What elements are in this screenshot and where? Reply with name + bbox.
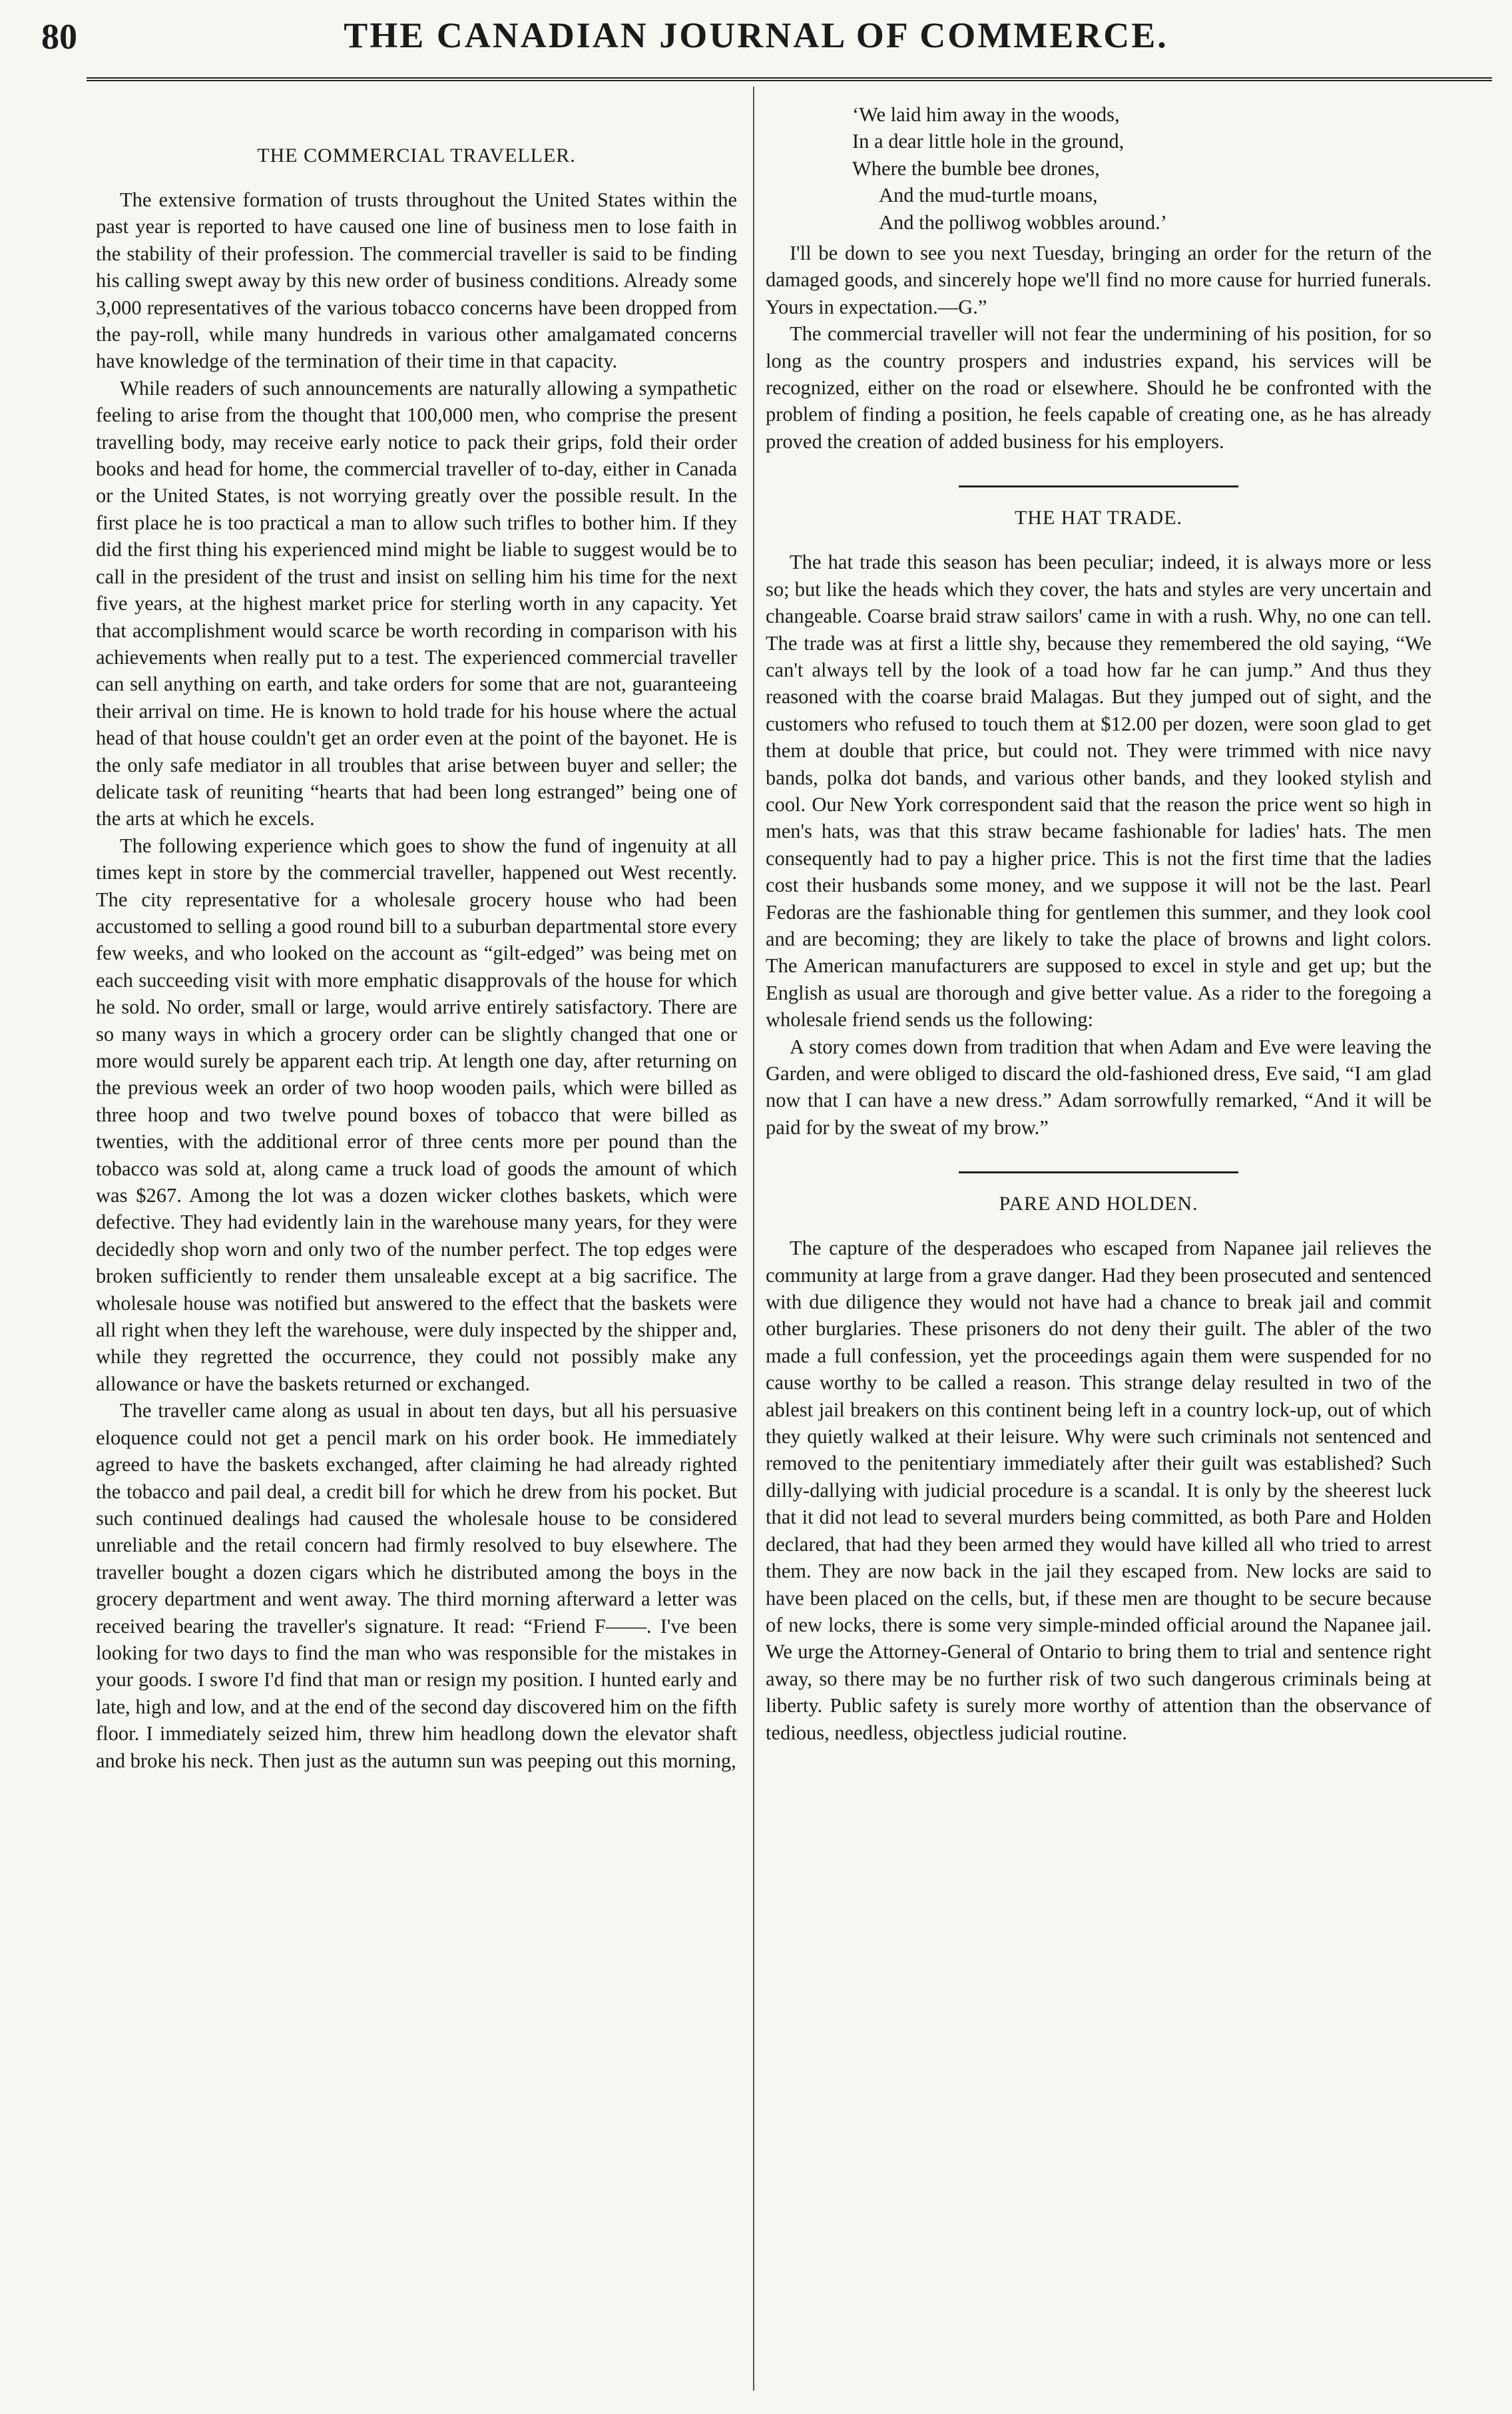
section-divider bbox=[959, 485, 1238, 487]
paragraph: The commercial traveller will not fear the undermining of his position, for so long as the country prospers and industries expand, his services will be recognized, either on the road or elsewhere. Should he be confronted with the problem of finding a position, he feels capable of creating one, as he has already proved the creation of added business for his employers. bbox=[766, 322, 1431, 453]
section-divider bbox=[959, 1171, 1238, 1173]
verse-line: And the mud-turtle moans, bbox=[879, 184, 1098, 207]
paragraph: I'll be down to see you next Tuesday, bringing an order for the return of the damaged goods, and sincerely hope we'll find no more cause for hurried funerals. Yours in expectation.—G.” bbox=[766, 242, 1431, 318]
paragraph: The following experience which goes to show the fund of ingenuity at all times kept in store by the commercial traveller, happened out West recently. The city representative for a wholesale grocery house who had been accustomed to selling a good round bill to a suburban departmental store every few weeks, and who looked on the account as “gilt-edged” was being met on each succeeding visit with more emphatic disapprovals of the house for which he sold. No order, small or large, would arrive entirely satisfactory. There are so many ways in which a grocery order can be slightly changed that one or more would surely be apparent each trip. At length one day, after returning on the previous week an order of two hoop wooden pails, which were billed as three hoop and two twelve pound boxes of tobacco that were billed as twenties, with the additional error of three cents more per pound than the tobacco was sold at, along came a truck load of goods the amount of which was $267. Among the lot was a dozen wicker clothes baskets, which were defective. They had evidently lain in the warehouse many years, for they were decidedly shop worn and only two of the number perfect. The top edges were broken sufficiently to render them unsaleable except at a big sacrifice. The wholesale house was notified but answered to the effect that the baskets were all right when they left the warehouse, were duly inspected by the shipper and, while they regretted the occurrence, they could not possibly make any allowance or have the baskets returned or exchanged. bbox=[96, 834, 737, 1395]
header-rule bbox=[87, 77, 1492, 81]
page-number: 80 bbox=[41, 17, 77, 57]
article-title: THE COMMERCIAL TRAVELLER. bbox=[257, 145, 576, 166]
paragraph: The hat trade this season has been peculiar; indeed, it is always more or less so; but like the heads which they cover, the hats and styles are very uncertain and changeable. Coarse braid straw sailors' came in with a rush. Why, no one can tell. The trade was at first a little shy, because they remembered the old saying, “We can't always tell by the look of a toad how far he can jump.” And thus they reasoned with the coarse braid Malagas. But they jumped out of sight, and the customers who refused to touch them at $12.00 per dozen, were soon glad to get them at double that price, but could not. They were trimmed with nice navy bands, polka dot bands, and various other bands, and they looked stylish and cool. Our New York correspondent said that the reason the price went so high in men's hats, was that this straw became fashionable for ladies' hats. The men consequently had to pay a higher price. This is not the first time that the ladies cost their husbands some money, and we suppose it will not be the last. Pearl Fedoras are the fashionable thing for gentlemen this summer, and they look cool and are becoming; they are likely to take the place of browns and light colors. The American manufacturers are supposed to excel in style and get up; but the English as usual are thorough and give better value. As a rider to the foregoing a wholesale friend sends us the following: bbox=[766, 551, 1431, 1032]
article-title: PARE AND HOLDEN. bbox=[999, 1193, 1198, 1215]
article-title: THE HAT TRADE. bbox=[1014, 507, 1183, 529]
verse bbox=[766, 101, 1431, 236]
paragraph: While readers of such announcements are naturally allowing a sympathetic feeling to arise from the thought that 100,000 men, who comprise the present travelling body, may receive early notice to pack their grips, fold their order books and head for home, the commercial traveller of to-day, either in Canada or the United States, is not worrying greatly over the possible result. In the first place he is too practical a man to allow such trifles to bother him. If they did the first thing his experienced mind might be liable to suggest would be to call in the president of the trust and insist on selling him his time for the next five years, at the highest market price for sterling worth in any capacity. Yet that accomplishment would scarce be worth recording in comparison with his achievements when really put to a test. The experienced commercial traveller can sell anything on earth, and take orders for some that are not, guaranteeing their arrival on time. He is known to hold trade for his house where the actual head of that house couldn't get an order even at the point of the bayonet. He is the only safe mediator in all troubles that arise between buyer and seller; the delicate task of reuniting “hearts that had been long estranged” being one of the arts at which he excels. bbox=[96, 376, 737, 830]
paragraph: The extensive formation of trusts throughout the United States within the past year is reported to have caused one line of business men to lose faith in the stability of their profession. The commercial traveller is said to be finding his calling swept away by this new order of business conditions. Already some 3,000 representatives of the various tobacco concerns have been dropped from the pay-roll, while many hundreds in various other amalgamated concerns have knowledge of the termination of their time in that capacity. bbox=[96, 188, 737, 373]
article-hat-trade bbox=[766, 506, 1431, 1141]
verse-line: In a dear little hole in the ground, bbox=[852, 130, 1125, 153]
paragraph: The traveller came along as usual in about ten days, but all his persuasive eloquence could not get a pencil mark on his order book. He immediately agreed to have the baskets exchanged, after claiming he had already righted the tobacco and pail deal, a credit bill for which he drew from his pocket. But such continued dealings had caused the wholesale house to be considered unreliable and the retail concern had firmly resolved to buy elsewhere. The traveller bought a dozen cigars which he distributed among the boys in the grocery department and went away. The third morning afterward a letter was received bearing the traveller's signature. It read: “Friend F——. I've been looking for two days to find the man who was responsible for the mistakes in your goods. I swore I'd find that man or resign my position. I hunted early and late, high and low, and at the end of the second day discovered him on the fifth floor. I immediately seized him, threw him headlong down the elevator shaft and broke his neck. Then just as the autumn sun was peeping out this morning, bbox=[96, 1399, 737, 1772]
verse-line: ‘We laid him away in the woods, bbox=[852, 103, 1120, 126]
paragraph: The capture of the desperadoes who escaped from Napanee jail relieves the community at large from a grave danger. Had they been prosecuted and sentenced with due diligence they would not have had a chance to break jail and commit other burglaries. These prisoners do not deny their guilt. The abler of the two made a full confession, yet the proceedings again them were suspended for no cause worthy to be called a reason. This strange delay resulted in two of the ablest jail breakers on this continent being left in a country lock-up, out of which they quietly walked at their leisure. Why were such criminals not sentenced and removed to the penitentiary immediately after their guilt was established? Such dilly-dallying with judicial procedure is a scandal. It is only by the sheerest luck that it did not lead to several murders being committed, as both Pare and Holden declared, that had they been armed they would have killed all who tried to arrest them. They are now back in the jail they escaped from. New locks are said to have been placed on the cells, but, if these men are thought to be secure because of new locks, there is some very simple-minded official around the Napanee jail. We urge the Attorney-General of Ontario to bring them to trial and sentence right away, so there may be no further risk of two such dangerous criminals being at liberty. Public safety is surely more worthy of attention than the observance of tedious, needless, objectless judicial routine. bbox=[766, 1237, 1431, 1744]
column-divider bbox=[753, 87, 754, 2391]
left-column bbox=[96, 99, 737, 2389]
verse-line: And the polliwog wobbles around.’ bbox=[879, 210, 1167, 234]
article-commercial-traveller bbox=[96, 144, 737, 1774]
verse-line: Where the bumble bee drones, bbox=[852, 156, 1100, 180]
journal-title: THE CANADIAN JOURNAL OF COMMERCE. bbox=[344, 15, 1168, 55]
paragraph: A story comes down from tradition that when Adam and Eve were leaving the Garden, and were obliged to discard the old-fashioned dress, Eve said, “I am glad now that I can have a new dress.” Adam sorrowfully remarked, “And it will be paid for by the sweat of my brow.” bbox=[766, 1035, 1431, 1139]
article-pare-and-holden bbox=[766, 1192, 1431, 1746]
article-commercial-traveller-continued bbox=[766, 101, 1431, 455]
right-column bbox=[766, 99, 1431, 2389]
